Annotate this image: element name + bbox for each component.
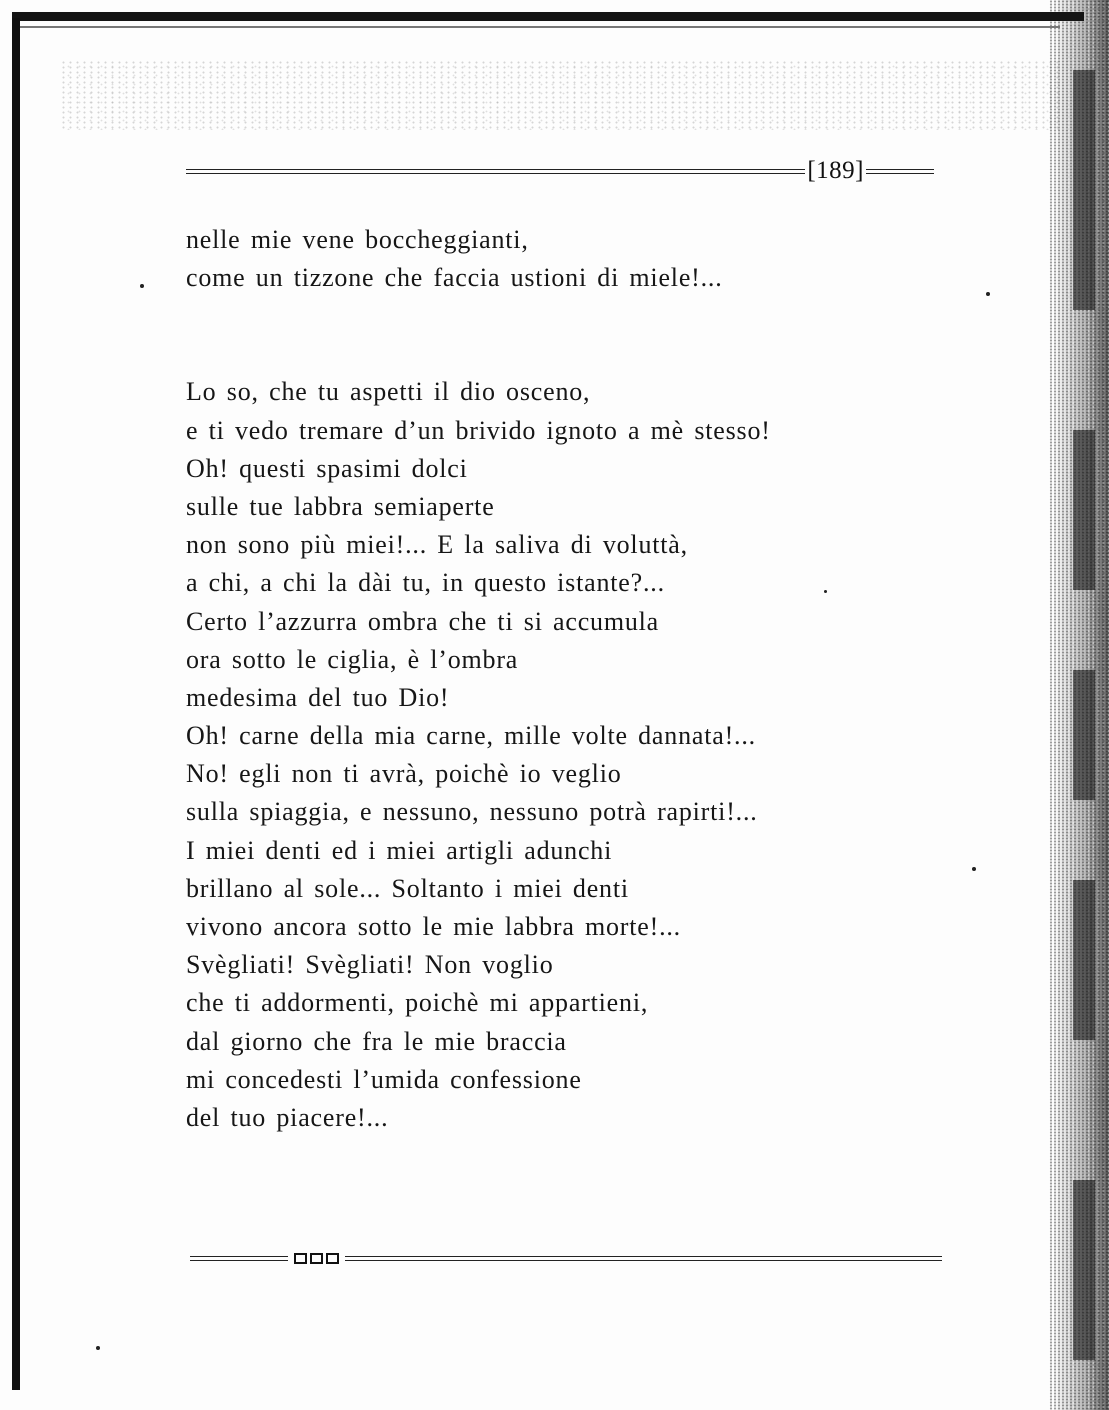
scan-border-top xyxy=(12,12,1084,21)
poem-line: mi concedesti l’umida confessione xyxy=(186,1064,582,1094)
poem-line: a chi, a chi la dài tu, in questo istante?... xyxy=(186,568,665,598)
scan-speck xyxy=(96,1346,100,1350)
gutter-dark-patch xyxy=(1073,880,1095,1040)
page-header xyxy=(186,158,934,184)
poem-body xyxy=(186,221,946,1137)
gutter-dark-patch xyxy=(1073,430,1095,590)
scan-speck xyxy=(972,867,976,871)
poem-line: ora sotto le ciglia, è l’ombra xyxy=(186,644,519,674)
poem-stanza xyxy=(186,373,946,1137)
scan-speck xyxy=(986,292,990,296)
poem-line: No! egli non ti avrà, poichè io veglio xyxy=(186,759,622,789)
scan-noise-top xyxy=(60,60,1060,130)
page-number: [189] xyxy=(807,157,864,184)
page-footer xyxy=(190,1248,942,1268)
poem-line: brillano al sole... Soltanto i miei denti xyxy=(186,873,629,903)
poem-line: sulla spiaggia, e nessuno, nessuno potrà rapirti!... xyxy=(186,797,758,827)
scan-speck xyxy=(140,284,144,288)
scan-border-left xyxy=(12,18,20,1390)
poem-line: come un tizzone che faccia ustioni di miele!... xyxy=(186,263,723,293)
poem-line: Svègliati! Svègliati! Non voglio xyxy=(186,950,554,980)
poem-line: e ti vedo tremare d’un brivido ignoto a mè stesso! xyxy=(186,415,771,445)
poem-line: Certo l’azzurra ombra che ti si accumula xyxy=(186,606,660,636)
poem-line: vivono ancora sotto le mie labbra morte!... xyxy=(186,912,681,941)
poem-line: del tuo piacere!... xyxy=(186,1102,389,1132)
gutter-dark-patch xyxy=(1073,670,1095,800)
poem-stanza xyxy=(186,221,946,297)
poem-line: che ti addormenti, poichè mi appartieni, xyxy=(186,988,649,1018)
gutter-dark-patch xyxy=(1073,1180,1095,1360)
footer-rule-right xyxy=(345,1256,942,1261)
ornament-square-icon xyxy=(294,1253,307,1264)
poem-line: Oh! questi spasimi dolci xyxy=(186,453,468,483)
ornament-square-icon xyxy=(310,1253,323,1264)
poem-line: non sono più miei!... E la saliva di voluttà, xyxy=(186,530,688,560)
header-rule-left xyxy=(186,169,805,174)
poem-line: I miei denti ed i miei artigli adunchi xyxy=(186,835,613,865)
poem-line: nelle mie vene boccheggianti, xyxy=(186,225,529,254)
footer-rule-left xyxy=(190,1256,288,1261)
ornament-square-icon xyxy=(326,1253,339,1264)
scan-border-top-inner xyxy=(20,26,1060,28)
poem-line: sulle tue labbra semiaperte xyxy=(186,491,495,521)
scan-speck xyxy=(824,590,827,593)
header-rule-right xyxy=(866,169,934,174)
poem-line: medesima del tuo Dio! xyxy=(186,682,450,712)
poem-line: Oh! carne della mia carne, mille volte dannata!... xyxy=(186,721,756,751)
poem-line: Lo so, che tu aspetti il dio osceno, xyxy=(186,377,591,407)
three-square-ornament-icon xyxy=(288,1253,345,1264)
poem-line: dal giorno che fra le mie braccia xyxy=(186,1026,567,1056)
gutter-dark-patch xyxy=(1073,70,1095,310)
